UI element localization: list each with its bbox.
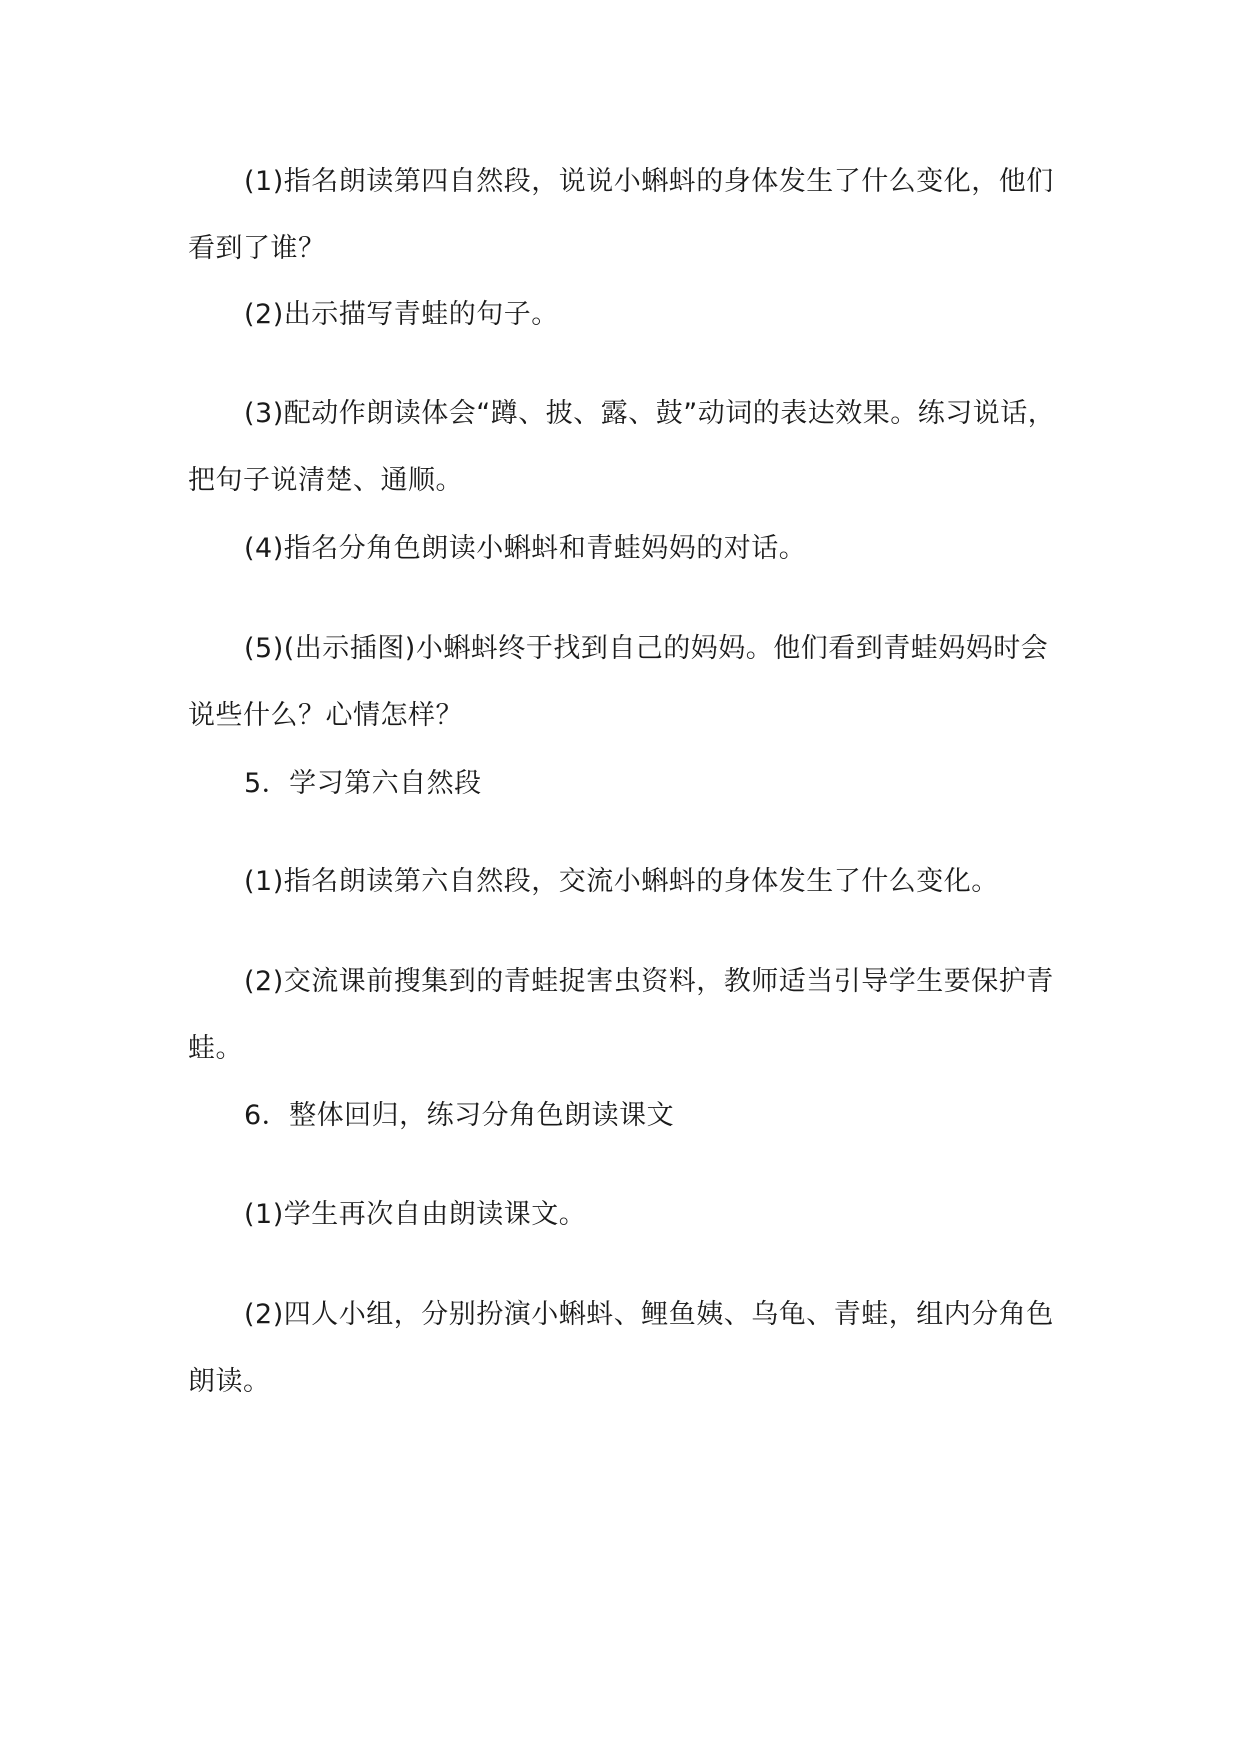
paragraph-7: (2)交流课前搜集到的青蛙捉害虫资料，教师适当引导学生要保护青蛙。: [188, 966, 1054, 1064]
paragraph-8: (1)学生再次自由朗读课文。: [244, 1199, 587, 1230]
paragraph-4: (4)指名分角色朗读小蝌蚪和青蛙妈妈的对话。: [244, 533, 807, 564]
paragraph-1: (1)指名朗读第四自然段，说说小蝌蚪的身体发生了什么变化，他们看到了谁？: [188, 166, 1054, 264]
section-heading-5: 5．学习第六自然段: [244, 768, 482, 799]
paragraph-9: (2)四人小组，分别扮演小蝌蚪、鲤鱼姨、乌龟、青蛙，组内分角色朗读。: [188, 1299, 1054, 1397]
paragraph-3: (3)配动作朗读体会“蹲、披、露、鼓”动词的表达效果。练习说话，把句子说清楚、通顺。: [188, 398, 1056, 496]
section-heading-6: 6．整体回归，练习分角色朗读课文: [244, 1100, 675, 1131]
paragraph-5: (5)(出示插图)小蝌蚪终于找到自己的妈妈。他们看到青蛙妈妈时会说些什么？心情怎样？: [188, 633, 1049, 731]
paragraph-6: (1)指名朗读第六自然段，交流小蝌蚪的身体发生了什么变化。: [244, 866, 999, 897]
paragraph-2: (2)出示描写青蛙的句子。: [244, 299, 559, 330]
